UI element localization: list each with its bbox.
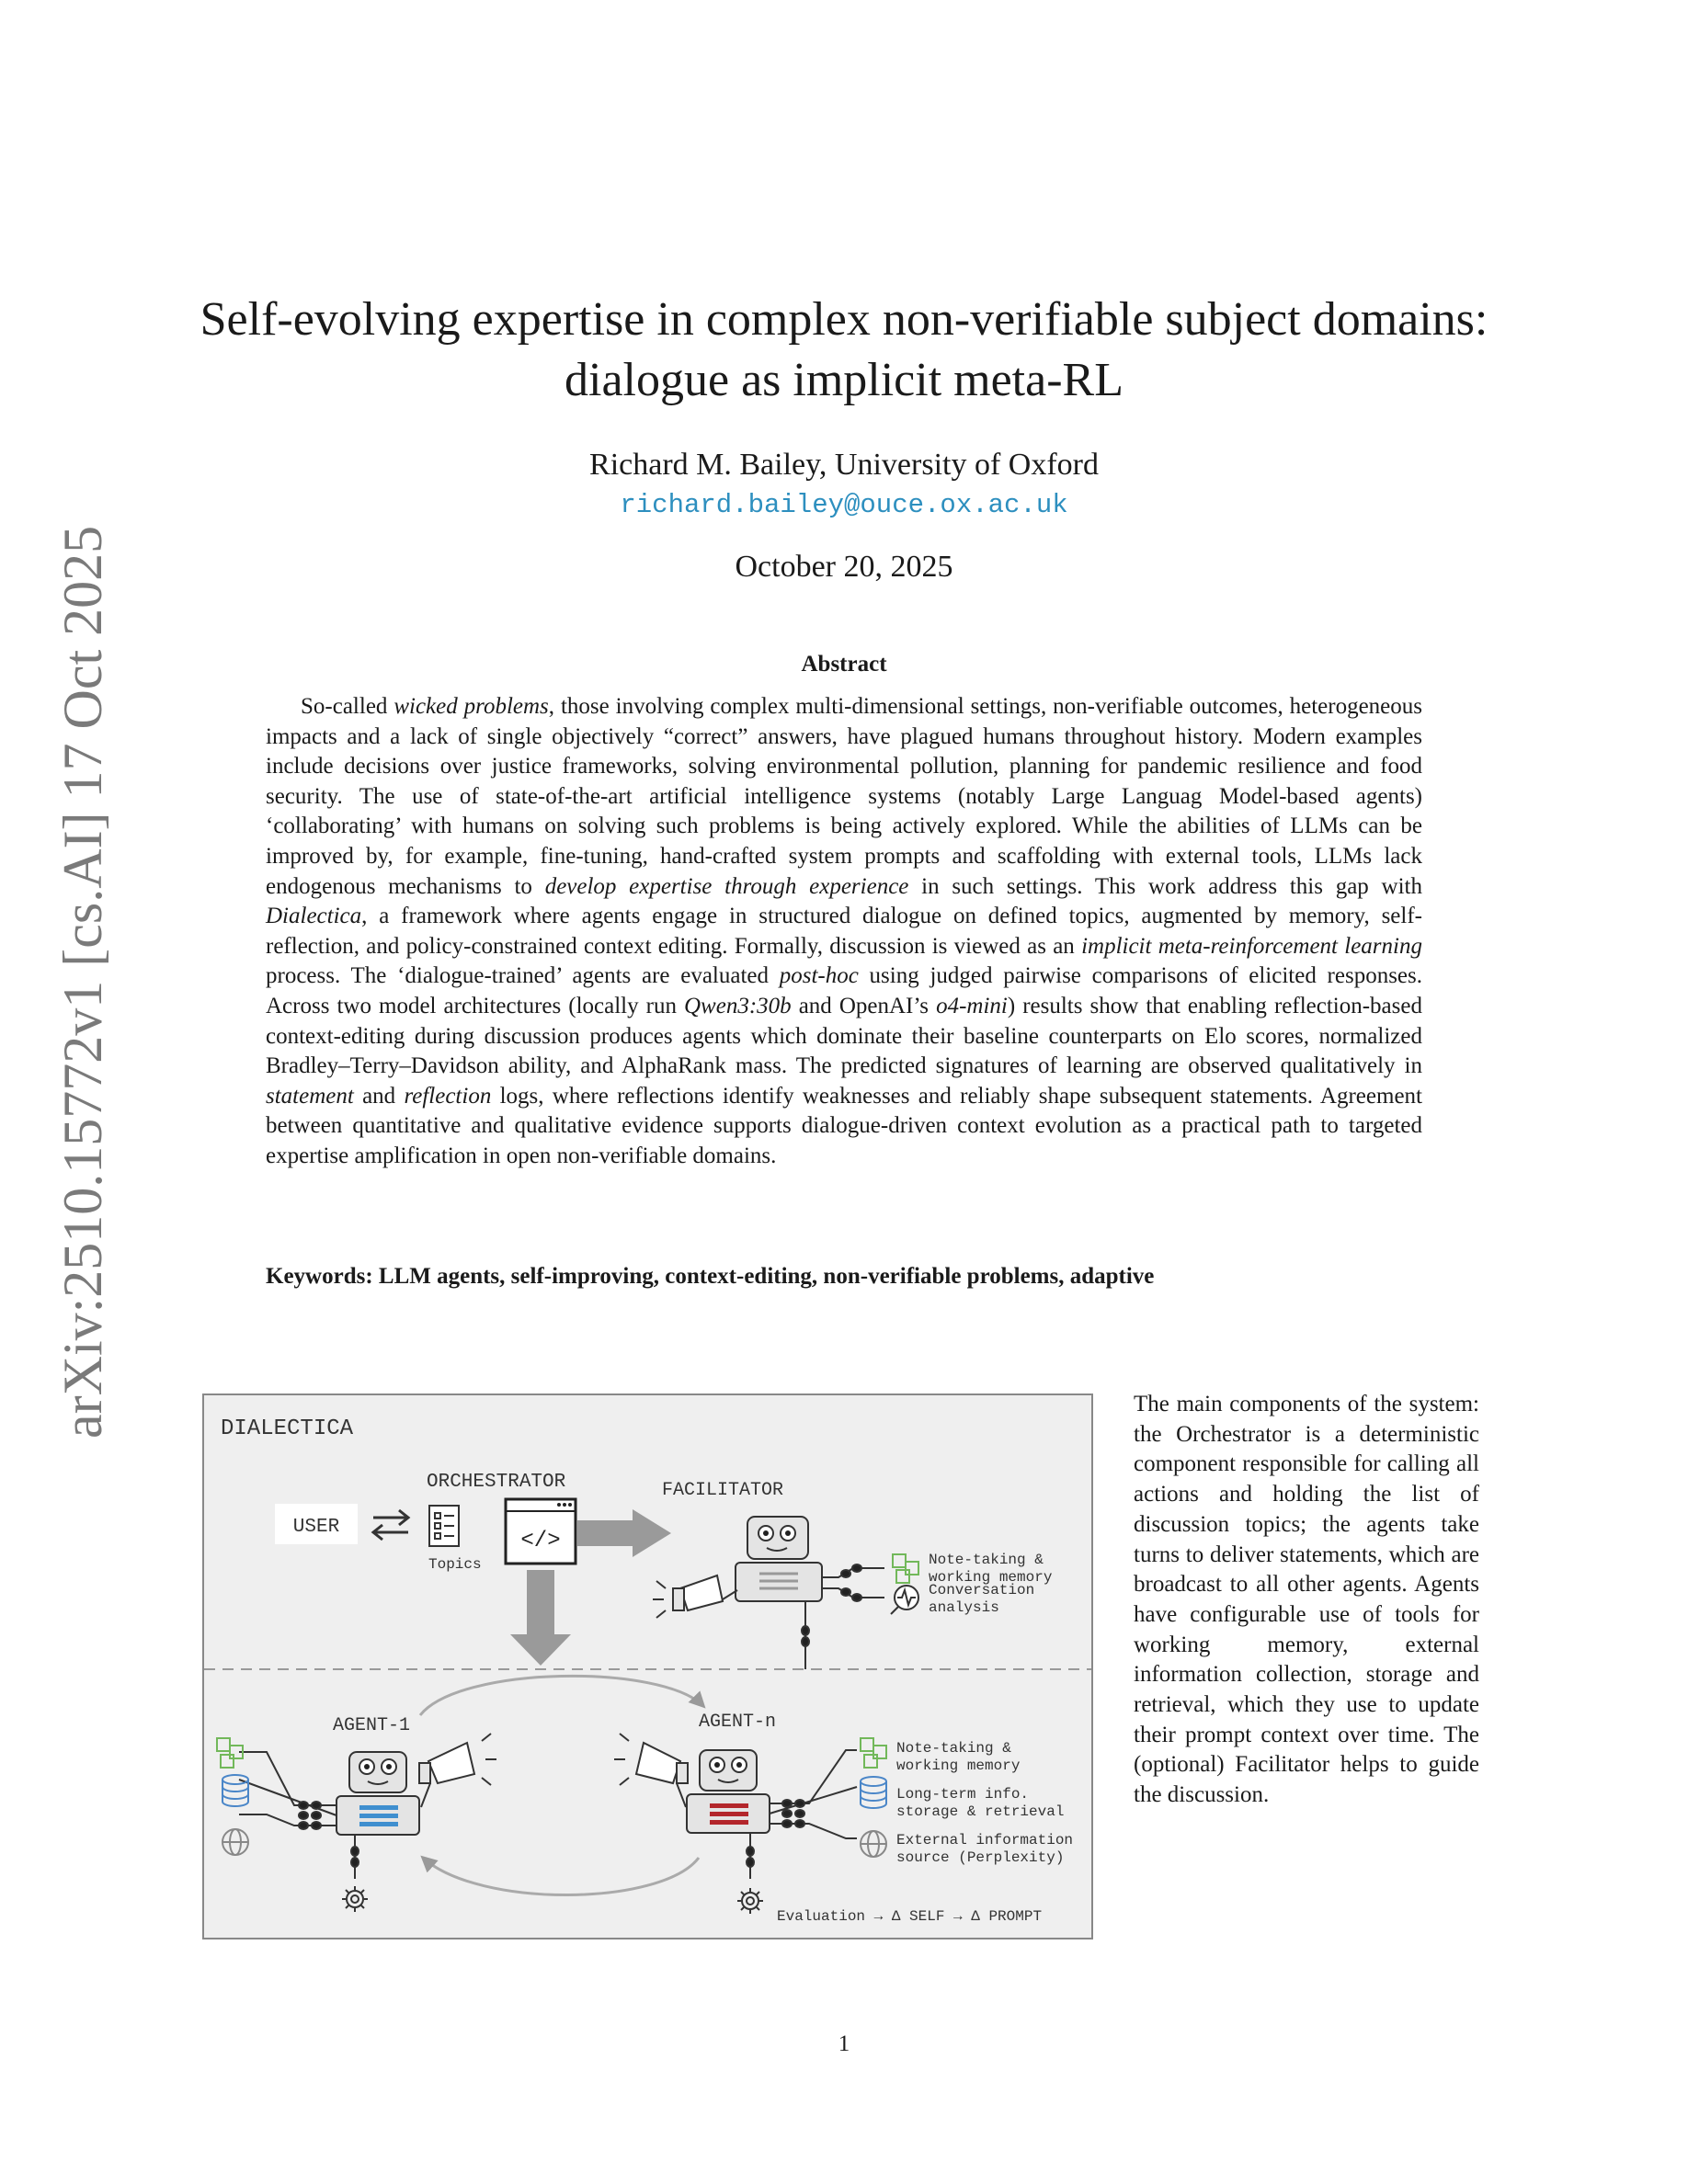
evaluation-flow-label: Evaluation → Δ SELF → Δ PROMPT bbox=[777, 1908, 1043, 1925]
facilitator-tool-notes-line1: Note-taking & bbox=[929, 1552, 1044, 1568]
agent-1-label: AGENT-1 bbox=[332, 1715, 411, 1736]
user-label: USER bbox=[292, 1517, 340, 1538]
facilitator-label: FACILITATOR bbox=[661, 1480, 784, 1501]
agent-1-screen-bar bbox=[359, 1822, 398, 1826]
topics-list-icon bbox=[429, 1506, 459, 1546]
agent-tool-storage-line1: Long-term info. bbox=[896, 1786, 1030, 1803]
agent-1-screen-bar bbox=[359, 1805, 398, 1810]
abstract-text: ) results show that enabling reflection-based context-editing during discussion produces agents which dominate their baseline counterparts on Elo scores, normalized Bradley–Terry–Davidson ability, and AlphaRank mass. The predicted signatures of learning are observed qualitatively in bbox=[266, 993, 1422, 1079]
keywords-line: Keywords: LLM agents, self-improving, context-editing, non-verifiable problems, adaptive bbox=[266, 1264, 1155, 1289]
agent-tool-external-line2: source (Perplexity) bbox=[896, 1849, 1065, 1866]
abstract-text: and OpenAI’s bbox=[791, 993, 937, 1018]
abstract-emphasis: wicked problems bbox=[393, 694, 549, 719]
agent-tool-storage-line2: storage & retrieval bbox=[896, 1803, 1065, 1820]
abstract-text: , those involving complex multi-dimensional settings, non-verifiable outcomes, heterogeneous impacts and a lack of single objectively “correct” answers, have plagued humans throughout history. Modern examples include decisions over justice frameworks, solving environmental pollution, planning for pandemic resilience and food security. The use of state-of-the-art artificial intelligence systems (notably Large Languag Model-based agents) ‘collaborating’ with humans on solving such problems is being actively explored. While the abilities of LLMs can be improved by, for example, fine-tuning, hand-crafted system prompts and scaffolding with external tools, LLMs lack endogenous mechanisms to bbox=[266, 694, 1422, 899]
system-name-label: DIALECTICA bbox=[221, 1416, 354, 1441]
abstract-text: , a framework where agents engage in structured dialogue on defined topics, augmented by memory, self-reflection, and policy-constrained context editing. Formally, discussion is viewed as an bbox=[266, 904, 1422, 959]
facilitator-tool-analysis-line1: Conversation bbox=[929, 1582, 1035, 1598]
abstract-heading: Abstract bbox=[801, 652, 887, 677]
abstract-emphasis: reflection bbox=[404, 1083, 492, 1109]
facilitator-tool-analysis-line2: analysis bbox=[929, 1599, 999, 1616]
agent-tool-notes-line1: Note-taking & bbox=[896, 1740, 1011, 1757]
paper-title: Self-evolving expertise in complex non-verifiable subject domains: dialogue as implicit meta-RL bbox=[200, 293, 1488, 406]
facilitator-tool-notes-line2: working memory bbox=[929, 1569, 1053, 1586]
abstract-emphasis: o4-mini bbox=[936, 993, 1008, 1018]
author-email-link[interactable]: richard.bailey@ouce.ox.ac.uk bbox=[620, 490, 1068, 520]
code-symbol: </> bbox=[520, 1529, 561, 1553]
author-line: Richard M. Bailey, University of Oxford bbox=[589, 448, 1099, 482]
paper-date: October 20, 2025 bbox=[735, 550, 953, 584]
abstract-body bbox=[266, 692, 1422, 1172]
agent-tool-external-line1: External information bbox=[896, 1832, 1074, 1848]
orchestrator-label: ORCHESTRATOR bbox=[427, 1472, 566, 1493]
abstract-emphasis: statement bbox=[266, 1083, 354, 1109]
arxiv-identifier-stamp: arXiv:2510.15772v1 [cs.AI] 17 Oct 2025 bbox=[52, 525, 113, 1439]
abstract-text: and bbox=[353, 1083, 405, 1109]
topics-label: Topics bbox=[428, 1556, 482, 1573]
page-number: 1 bbox=[838, 2031, 850, 2056]
agent-n-screen-bar bbox=[710, 1803, 748, 1808]
agent-1-screen-bar bbox=[359, 1814, 398, 1818]
abstract-text: So-called bbox=[301, 694, 394, 719]
abstract-text: in such settings. This work address this gap with bbox=[908, 873, 1422, 899]
dialectica-system-diagram bbox=[202, 1393, 1093, 1939]
abstract-text: logs, where reflections identify weaknesses and reliably shape subsequent statements. Agreement between quantitative and qualitative evidence supports dialogue-driven context evolution as a practical path to targeted expertise amplification in open non-verifiable domains. bbox=[266, 1083, 1422, 1168]
abstract-emphasis: Qwen3:30b bbox=[684, 993, 792, 1018]
agent-n-label: AGENT-n bbox=[698, 1712, 777, 1733]
figure-caption: The main components of the system: the Orchestrator is a deterministic component responsible for calling all actions and holding the list of discussion topics; the agents take turns to deliver statements, which are broadcast to all other agents. Agents have configurable use of tools for working memory, external information collection, storage and retrieval, which they use to update their prompt context over time. The (optional) Facilitator helps to guide the discussion. bbox=[1134, 1392, 1479, 1808]
abstract-text: process. The ‘dialogue-trained’ agents are evaluated bbox=[266, 963, 780, 989]
abstract-emphasis: post-hoc bbox=[779, 963, 859, 989]
orchestrator-code-window-icon bbox=[506, 1499, 576, 1564]
agent-n-screen-bar bbox=[710, 1820, 748, 1825]
agent-n-screen-bar bbox=[710, 1812, 748, 1816]
abstract-emphasis: develop expertise through experience bbox=[544, 873, 909, 899]
abstract-emphasis: implicit meta-reinforcement learning bbox=[1081, 933, 1422, 959]
abstract-text: using judged pairwise comparisons of elicited responses. Across two model architectures (locally run bbox=[266, 963, 1422, 1018]
abstract-emphasis: Dialectica bbox=[266, 904, 362, 929]
agent-tool-notes-line2: working memory bbox=[896, 1757, 1021, 1774]
